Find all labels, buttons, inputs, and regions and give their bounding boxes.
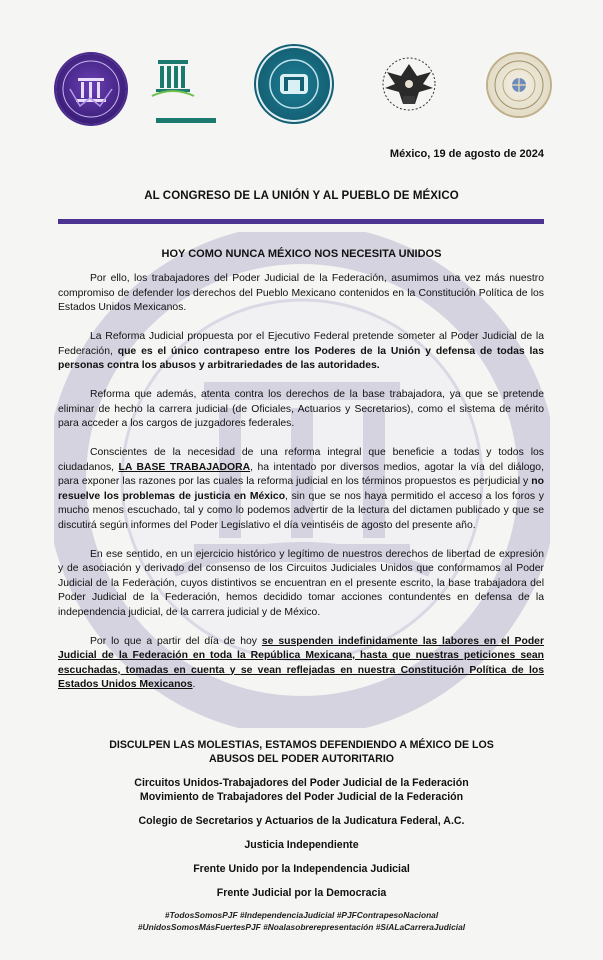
p4-text-a: Conscientes de la necesidad de una reforma integral que beneficie a todas y todos los ciudadanos, xyxy=(58,447,544,473)
paragraph-6 xyxy=(58,635,544,693)
document-date: México, 19 de agosto de 2024 xyxy=(389,148,544,160)
signatory-6: Frente Judicial por la Democracia xyxy=(216,887,387,899)
frente-judicial-eagle-logo xyxy=(373,54,445,126)
paragraph-2 xyxy=(58,330,544,374)
signatory-3: Colegio de Secretarios y Actuarios de la Judicatura Federal, A.C. xyxy=(138,815,465,827)
closing-block xyxy=(0,738,603,900)
hashtags-line-1: #TodosSomosPJF #IndependenciaJudicial #PJFContrapesoNacional xyxy=(164,910,439,920)
p2-text: La Reforma Judicial propuesta por el Ejecutivo Federal pretende someter al Poder Judicial de la Federación, xyxy=(58,331,544,357)
seal-logo xyxy=(488,54,550,116)
addressee-line: AL CONGRESO DE LA UNIÓN Y AL PUEBLO DE MÉXICO xyxy=(144,190,459,202)
p4-text-e: , sin que se nos haya permitido el acceso a los foros y mucho menos escuchado, tal y como lo podemos advertir de la lectura del dictamen publicado y que se discutirá según informes del Poder Legislativo el día veintiséis de agosto del presente año. xyxy=(58,490,544,531)
p6-bold-underlined: se suspenden indefinidamente las labores en el Poder Judicial de la Federación en toda la República Mexicana, hasta que nuestras peticiones sean escuchadas, tomadas en cuenta y se vean reflejadas en nuestra Constitución Política de los Estados Unidos Mexicanos xyxy=(58,635,544,690)
p6-text: Por lo que a partir del día de hoy xyxy=(90,635,262,647)
letter-body xyxy=(58,272,544,707)
purple-divider xyxy=(58,219,544,224)
p4-base-trabajadora: LA BASE TRABAJADORA xyxy=(118,461,251,473)
p4-bold: no resuelve los problemas de justicia en México xyxy=(58,476,544,502)
hashtags-block xyxy=(0,910,603,933)
signatory-1: Circuitos Unidos-Trabajadores del Poder Judicial de la Federación xyxy=(134,777,469,789)
p4-text-c: , ha intentado por diversos medios, agotar la vía del diálogo, para exponer las razones por las cuales la reforma judicial en los términos propuestos es perjudicial y xyxy=(58,461,544,487)
colegio-secretarios-logo xyxy=(148,56,222,126)
logos-row xyxy=(0,46,603,126)
paragraph-4 xyxy=(58,446,544,533)
paragraph-5: En ese sentido, en un ejercicio histórico y legítimo de nuestros derechos de libertad de expresión y de asociación y derivado del consenso de los Circuitos Judiciales Unidos que conformamos al Poder Judicial de la Federación, cuyos distintivos se encuentran en el presente escrito, la base trabajadora del Poder Judicial de la Federación, hemos decidido tomar acciones contundentes en defensa de la independencia judicial, de la carrera judicial y de México. xyxy=(58,548,544,618)
p2-bold: que es el único contrapeso entre los Poderes de la Unión y defensa de todas las personas contra los abusos y arbitrariedades de las autoridades. xyxy=(58,345,544,371)
paragraph-3: Reforma que además, atenta contra los derechos de la base trabajadora, ya que se pretende eliminar de hecho la carrera judicial (de Oficiales, Actuarios y Secretarios), como el sistema de mérito para acceder a los cargos de juzgadores federales. xyxy=(58,389,544,429)
signatory-2: Movimiento de Trabajadores del Poder Judicial de la Federación xyxy=(139,791,464,803)
signatory-5: Frente Unido por la Independencia Judicial xyxy=(193,863,410,875)
circuitos-unidos-logo xyxy=(56,54,126,124)
hashtags-line-2: #UnidosSomosMásFuertesPJF #Noalasobrerepresentación #SíALaCarreraJudicial xyxy=(137,921,466,932)
p6-period: . xyxy=(192,679,196,690)
signatory-4: Justicia Independiente xyxy=(244,839,359,851)
apology-line: DISCULPEN LAS MOLESTIAS, ESTAMOS DEFENDIENDO A MÉXICO DE LOS ABUSOS DEL PODER AUTORITARIO xyxy=(109,739,494,765)
paragraph-1: Por ello, los trabajadores del Poder Judicial de la Federación, asumimos una vez más nuestro compromiso de defender los derechos del Pueblo Mexicano contenidos en la Constitución Política de los Estados Unidos Mexicanos. xyxy=(58,273,544,313)
justicia-independiente-logo xyxy=(258,48,330,120)
section-heading: HOY COMO NUNCA MÉXICO NOS NECESITA UNIDOS xyxy=(161,248,442,260)
